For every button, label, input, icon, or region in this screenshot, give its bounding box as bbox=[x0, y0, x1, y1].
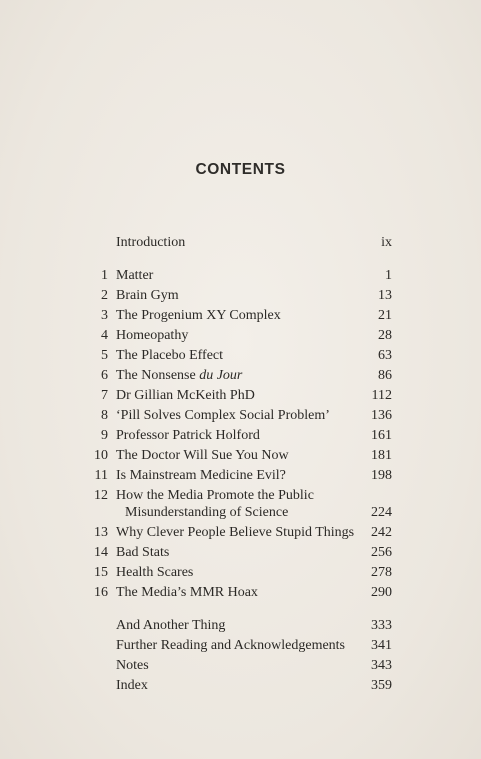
contents-heading: CONTENTS bbox=[195, 161, 286, 178]
toc-entry bbox=[0, 676, 481, 696]
toc-entry-page: 343 bbox=[371, 658, 392, 673]
toc-entry bbox=[0, 306, 481, 326]
toc-entry-page: 112 bbox=[371, 388, 392, 403]
toc-entry bbox=[0, 656, 481, 676]
chapter-number: 8 bbox=[101, 408, 108, 423]
toc-entry-continuation bbox=[0, 503, 481, 523]
toc-entry bbox=[0, 523, 481, 543]
toc-entry-label: Introduction bbox=[116, 235, 186, 250]
toc-entry-label: Notes bbox=[116, 658, 149, 673]
toc-entry bbox=[0, 326, 481, 346]
toc-entry-page: 256 bbox=[371, 545, 392, 560]
toc-entry-label: Matter bbox=[116, 268, 154, 283]
chapter-number: 12 bbox=[94, 488, 108, 503]
toc-entry-page: 333 bbox=[371, 618, 392, 633]
toc-entry-page: 1 bbox=[385, 268, 392, 283]
toc-entry-label-line2: Misunderstanding of Science bbox=[125, 505, 289, 520]
chapter-number: 15 bbox=[94, 565, 108, 580]
toc-entry-label: Further Reading and Acknowledgements bbox=[116, 638, 346, 653]
toc-entry bbox=[0, 406, 481, 426]
toc-entry bbox=[0, 426, 481, 446]
toc-entry-label: The Doctor Will Sue You Now bbox=[116, 448, 289, 463]
toc-entry-label: The Progenium XY Complex bbox=[116, 308, 281, 323]
toc-entry-label: Index bbox=[116, 678, 148, 693]
toc-entry-page: 224 bbox=[371, 505, 392, 520]
toc-entry-label: Why Clever People Believe Stupid Things bbox=[116, 525, 355, 540]
toc-entry-label: Homeopathy bbox=[116, 328, 189, 343]
chapter-number: 7 bbox=[101, 388, 108, 403]
toc-entry-label-roman: The Nonsense bbox=[116, 368, 196, 383]
toc-entry bbox=[0, 286, 481, 306]
toc-entry-page: ix bbox=[381, 235, 392, 250]
toc-entry-label: The Media’s MMR Hoax bbox=[116, 585, 258, 600]
toc-entry-label: Professor Patrick Holford bbox=[116, 428, 260, 443]
toc-entry-label: Dr Gillian McKeith PhD bbox=[116, 388, 255, 403]
chapter-number: 11 bbox=[94, 468, 108, 483]
toc-entry-page: 242 bbox=[371, 525, 392, 540]
toc-entry-label: How the Media Promote the Public bbox=[116, 488, 314, 503]
chapter-number: 9 bbox=[101, 428, 108, 443]
toc-entry-page: 359 bbox=[371, 678, 392, 693]
toc-entry bbox=[0, 386, 481, 406]
toc-entry bbox=[0, 616, 481, 636]
chapter-number: 1 bbox=[101, 268, 108, 283]
toc-entry-page: 28 bbox=[378, 328, 392, 343]
toc-entry bbox=[0, 583, 481, 603]
toc-entry-page: 86 bbox=[378, 368, 392, 383]
toc-entry-label: Bad Stats bbox=[116, 545, 170, 560]
chapter-number: 16 bbox=[94, 585, 108, 600]
toc-entry-page: 13 bbox=[378, 288, 392, 303]
toc-entry-page: 161 bbox=[371, 428, 392, 443]
chapter-number: 3 bbox=[101, 308, 108, 323]
toc-entry bbox=[0, 366, 481, 386]
toc-entry-page: 136 bbox=[371, 408, 392, 423]
toc-entry bbox=[0, 543, 481, 563]
toc-entry bbox=[0, 233, 481, 253]
toc-entry-page: 63 bbox=[378, 348, 392, 363]
toc-entry-page: 21 bbox=[378, 308, 392, 323]
toc-entry bbox=[0, 346, 481, 366]
toc-entry-label: Health Scares bbox=[116, 565, 194, 580]
chapter-number: 5 bbox=[101, 348, 108, 363]
toc-entry-page: 341 bbox=[371, 638, 392, 653]
toc-entry-label bbox=[116, 366, 242, 386]
toc-entry bbox=[0, 636, 481, 656]
chapter-number: 10 bbox=[94, 448, 108, 463]
toc-entry-label: Is Mainstream Medicine Evil? bbox=[116, 468, 286, 483]
toc-entry-page: 181 bbox=[371, 448, 392, 463]
toc-entry bbox=[0, 563, 481, 583]
toc-entry bbox=[0, 446, 481, 466]
toc-entry-page: 290 bbox=[371, 585, 392, 600]
toc-entry-page: 198 bbox=[371, 468, 392, 483]
toc-entry-label: ‘Pill Solves Complex Social Problem’ bbox=[116, 408, 330, 423]
chapter-number: 6 bbox=[101, 368, 108, 383]
chapter-number: 13 bbox=[94, 525, 108, 540]
toc-entry bbox=[0, 266, 481, 286]
toc-entry-label: And Another Thing bbox=[116, 618, 226, 633]
toc-entry-label-italic: du Jour bbox=[199, 368, 243, 383]
chapter-number: 14 bbox=[94, 545, 108, 560]
toc-entry bbox=[0, 466, 481, 486]
chapter-number: 4 bbox=[101, 328, 108, 343]
toc-entry-page: 278 bbox=[371, 565, 392, 580]
toc-entry-label: Brain Gym bbox=[116, 288, 179, 303]
toc-entry-label: The Placebo Effect bbox=[116, 348, 224, 363]
chapter-number: 2 bbox=[101, 288, 108, 303]
